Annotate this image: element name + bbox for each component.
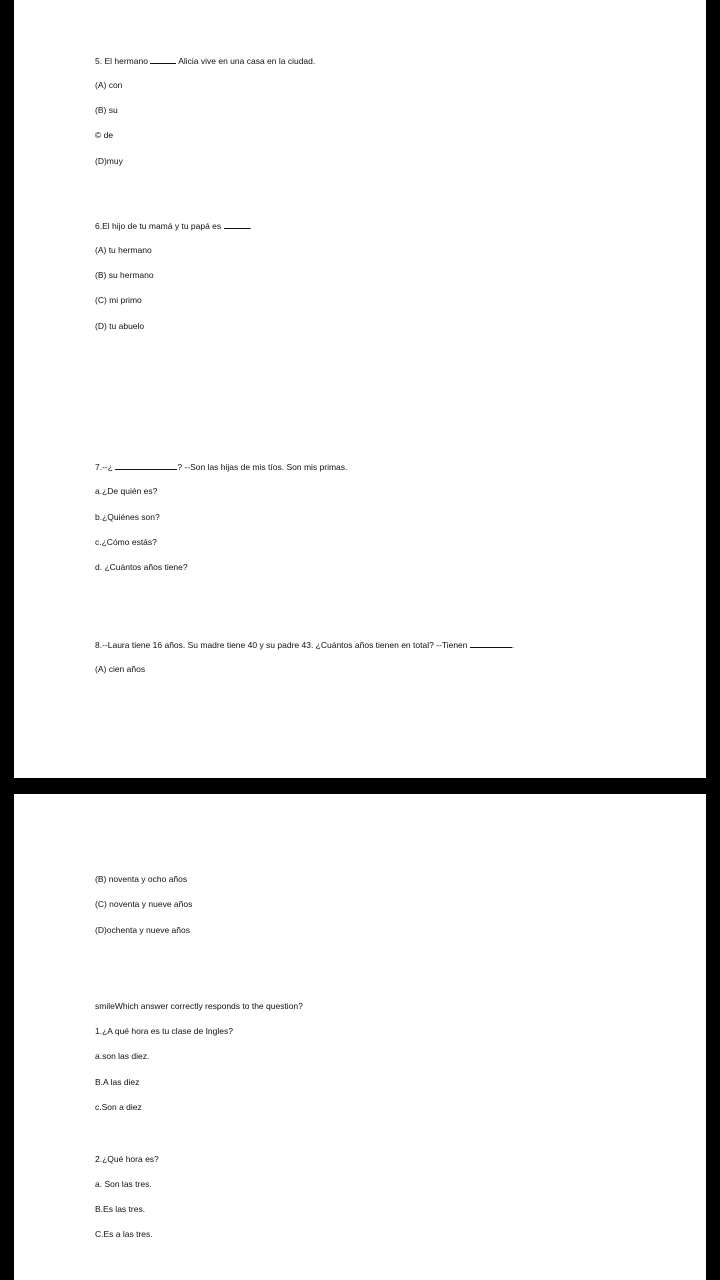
question-5-option-b: (B) su: [95, 105, 118, 115]
question-8-prompt-end: .: [511, 640, 515, 650]
question-7-prompt-start: 7.--¿: [95, 462, 113, 472]
question-8-option-b: (B) noventa y ocho años: [95, 874, 188, 884]
question-6-option-a: (A) tu hermano: [95, 245, 152, 255]
question-2-option-c: C.Es a las tres.: [95, 1229, 153, 1239]
question-2-prompt: 2.¿Qué hora es?: [95, 1154, 159, 1164]
question-2-option-b: B.Es las tres.: [95, 1204, 146, 1214]
question-1-option-b: B.A las diez: [95, 1077, 140, 1087]
question-6-prompt-start: 6.El hijo de tu mamá y tu papá es: [95, 221, 222, 231]
question-8-prompt-start: 8.--Laura tiene 16 años. Su madre tiene 40 y su padre 43. ¿Cuántos años tienen en total? --Tienen: [95, 640, 468, 650]
question-8-option-d: (D)ochenta y nueve años: [95, 925, 190, 935]
question-8-prompt: [95, 639, 514, 651]
question-8-option-a: (A) cien años: [95, 664, 146, 674]
question-2-option-a: a. Son las tres.: [95, 1179, 152, 1189]
document-page-2: [14, 794, 706, 1280]
question-5-option-a: (A) con: [95, 80, 123, 90]
question-6-option-d: (D) tu abuelo: [95, 321, 145, 331]
question-1-prompt: 1.¿A qué hora es tu clase de Ingles?: [95, 1026, 233, 1036]
question-5-option-c: © de: [95, 130, 114, 140]
question-1-option-c: c.Son a diez: [95, 1102, 142, 1112]
question-7-option-d: d. ¿Cuántos años tiene?: [95, 562, 188, 572]
question-6-prompt-end: .: [249, 221, 252, 231]
question-7-prompt-end: ? --Son las hijas de mis tíos. Son mis primas.: [177, 462, 348, 472]
question-5-prompt-start: 5. El hermano: [95, 56, 148, 66]
answer-blank: [150, 55, 176, 64]
question-7-option-c: c.¿Cómo estás?: [95, 537, 157, 547]
question-6-prompt: [95, 220, 252, 232]
question-7-option-b: b.¿Quiénes son?: [95, 512, 160, 522]
answer-blank: [115, 461, 177, 470]
question-5-option-d: (D)muy: [95, 156, 123, 166]
answer-blank: [470, 639, 515, 650]
section-heading: smileWhich answer correctly responds to the question?: [95, 1001, 303, 1011]
answer-blank: [224, 220, 250, 229]
question-6-option-b: (B) su hermano: [95, 270, 154, 280]
question-5-prompt: [95, 55, 315, 67]
question-7-prompt: [95, 461, 347, 473]
question-6-option-c: (C) mi primo: [95, 295, 142, 305]
question-8-option-c: (C) noventa y nueve años: [95, 899, 193, 909]
question-5-prompt-end: Alicia vive en una casa en la ciudad.: [178, 56, 316, 66]
document-page-1: [14, 0, 706, 778]
question-7-option-a: a.¿De quién es?: [95, 486, 158, 496]
question-1-option-a: a.son las diez.: [95, 1051, 150, 1061]
